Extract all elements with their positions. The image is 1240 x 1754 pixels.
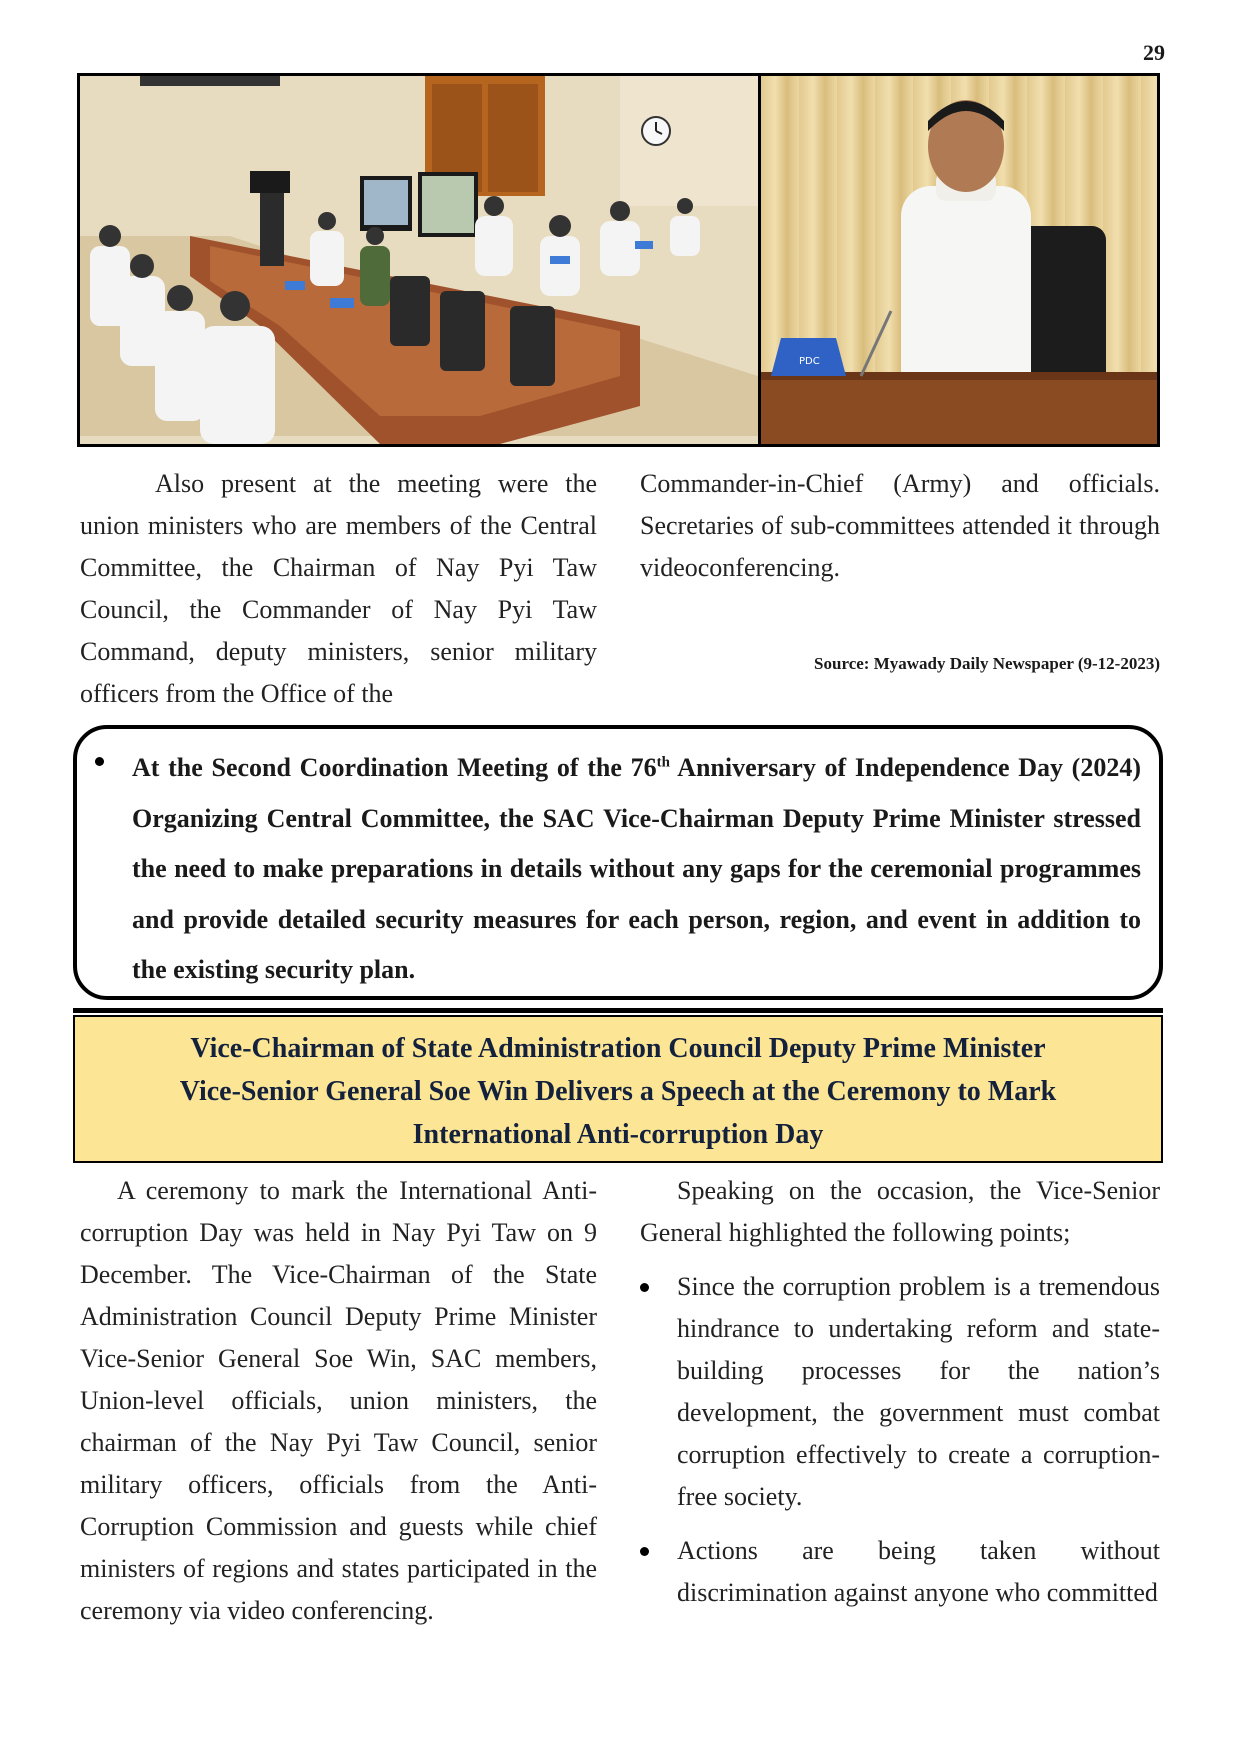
highlight-box [73,725,1163,1000]
body-right-intro: Speaking on the occasion, the Vice-Senior General highlighted the following points; [640,1176,1160,1247]
list-item [640,1266,1160,1518]
key-points-list [640,1266,1160,1614]
bullet-icon [640,1547,649,1556]
highlight-text [132,743,1141,996]
headline-line-3: International Anti-corruption Day [412,1119,824,1150]
ordinal-suffix: th [656,754,670,771]
speaker-illustration [761,76,1157,444]
key-point-1: Since the corruption problem is a tremendous hindrance to undertaking reform and state-building processes for the nation’s development, the government must combat corruption effectively to create a corruption-free society. [677,1272,1160,1511]
body-left-column [80,1170,597,1632]
meeting-room-illustration [80,76,758,444]
top-left-paragraph: Also present at the meeting were the union ministers who are members of the Central Committee, the Chairman of Nay Pyi Taw Council, the Commander of Nay Pyi Taw Command, deputy ministers, senior military officers from the Office of the [80,469,597,708]
headline-line-2: Vice-Senior General Soe Win Delivers a Speech at the Ceremony to Mark [179,1076,1057,1107]
top-right-paragraph: Commander-in-Chief (Army) and officials. Secretaries of sub-committees attended it through videoconferencing. [640,469,1160,582]
highlight-text-part2: Anniversary of Independence Day (2024) Organizing Central Committee, the SAC Vice-Chairman Deputy Prime Minister stressed the need to make preparations in details without any gaps for the ceremonial programmes and provide detailed security measures for each person, region, and event in addition to the existing security plan. [132,753,1141,984]
headline-line-1: Vice-Chairman of State Administration Council Deputy Prime Minister [190,1033,1046,1064]
body-right-column [640,1170,1160,1614]
key-point-2: Actions are being taken without discrimination against anyone who committed [677,1536,1160,1607]
bullet-icon [95,757,104,766]
list-item [640,1530,1160,1614]
headline-rule [73,1008,1163,1013]
speaker-photo [761,76,1157,444]
photo-strip [77,73,1160,447]
top-right-column [640,463,1160,589]
source-citation: Source: Myawady Daily Newspaper (9-12-2023) [814,654,1160,673]
page-number: 29 [1143,40,1165,65]
body-left-paragraph: A ceremony to mark the International Anti-corruption Day was held in Nay Pyi Taw on 9 December. The Vice-Chairman of the State Administration Council Deputy Prime Minister Vice-Senior General Soe Win, SAC members, Union-level officials, union ministers, the chairman of the Nay Pyi Taw Council, senior military officers, officials from the Anti-Corruption Commission and guests while chief ministers of regions and states participated in the ceremony via video conferencing. [80,1176,597,1625]
placard-label: PDC [799,356,820,367]
top-left-column [80,463,597,715]
article-headline [73,1015,1163,1163]
meeting-room-photo [80,76,758,444]
bullet-icon [640,1283,649,1292]
highlight-text-part1: At the Second Coordination Meeting of the 76 [132,753,657,782]
